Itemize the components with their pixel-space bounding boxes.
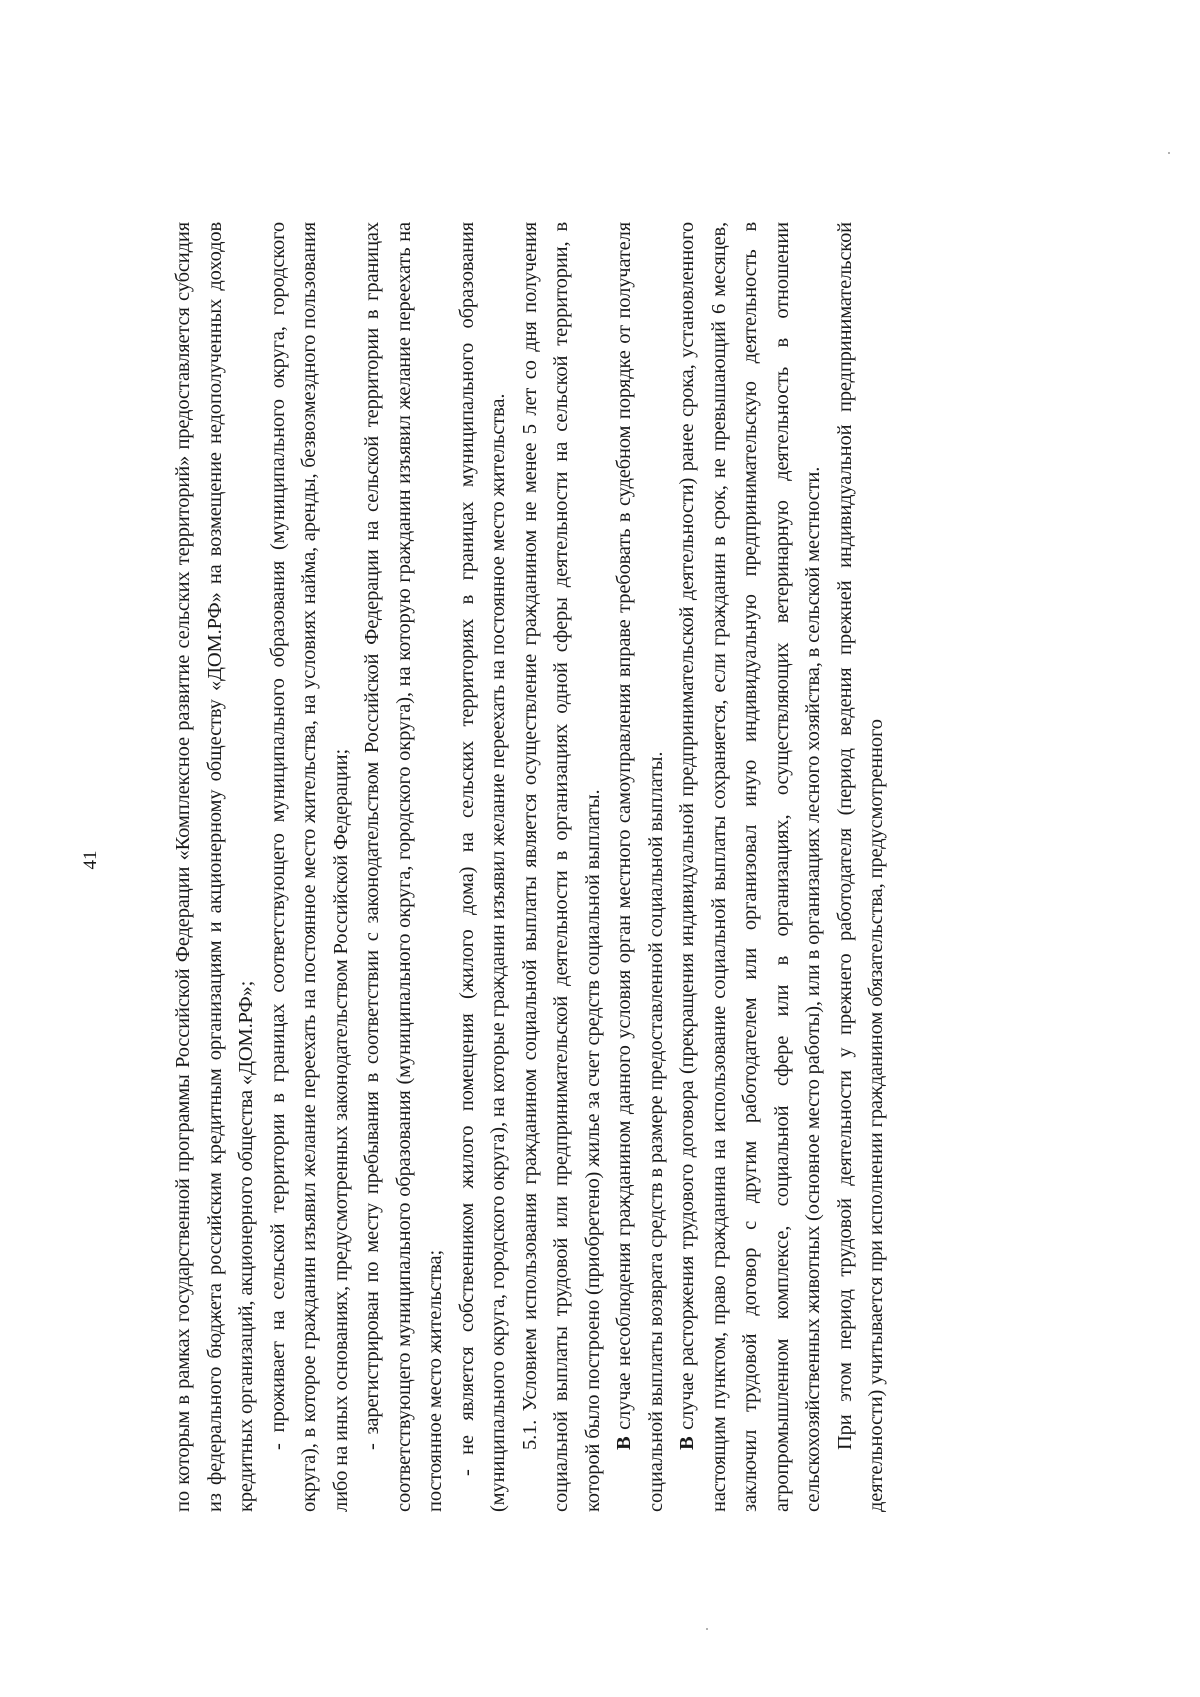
paragraph-residence-condition: - проживает на сельской территории в границах соответствующего муниципального образования (муниципального округа, городского округа), в которое гражданин изъявил желание переехать на постоянное место жительства, на условиях найма, аренды, безвозмездного пользования либо на иных основаниях, предусмотренных законодательством Российской Федерации; <box>266 222 352 1512</box>
paragraph-previous-employment: При этом период трудовой деятельности у прежнего работодателя (период ведения прежней индивидуальной предпринимательской деятельности) учитывается при исполнении гражданином обязательства, предусмотренного <box>833 222 887 1512</box>
paragraph-lead-word: В <box>676 1436 698 1450</box>
paragraph-noncompliance-text: случае несоблюдения гражданином данного условия орган местного самоуправления вправе требовать в судебном порядке от получателя социальной выплаты возврата средств в размере предоставленной социальной выплаты. <box>613 222 667 1512</box>
paragraph-contract-termination-text: случае расторжения трудового договора (прекращения индивидуальной предпринимательской деятельности) ранее срока, установленного настоящим пунктом, право гражданина на использование социальной выплаты сохраняется, если гражданин в срок, не превышающий 6 месяцев, заключил трудовой договор с другим работодателем или организовал иную индивидуальную предпринимательскую деятельность в агропромышленном комплексе, социальной сфере или в организациях, осуществляющих ветеринарную деятельность в отношении сельскохозяйственных животных (основное место работы), или в организациях лесного хозяйства, в сельской местности. <box>676 222 824 1512</box>
paragraph-contract-termination <box>672 222 830 1512</box>
scan-speck <box>1168 152 1170 154</box>
page-number: 41 <box>80 850 101 870</box>
rotated-document-page <box>20 60 1150 1660</box>
paragraph-lead-word: В <box>613 1436 635 1450</box>
paragraph-clause-5-1: 5.1. Условием использования гражданином социальной выплаты является осуществление гражданином не менее 5 лет со дня получения социальной выплаты трудовой или предпринимательской деятельности в организациях одной сферы деятельности на сельской территории, в которой было построено (приобретено) жилье за счет средств социальной выплаты. <box>518 222 604 1512</box>
paragraph-registration-condition: - зарегистрирован по месту пребывания в соответствии с законодательством Российской Федерации на сельской территории в границах соответствующего муниципального образования (муниципального округа, городского округа), на которую гражданин изъявил желание переехать на постоянное место жительства; <box>361 222 446 1512</box>
paragraph-noncompliance <box>609 222 672 1512</box>
scan-speck <box>706 1628 708 1630</box>
document-body <box>168 222 893 1512</box>
paragraph-subsidy-continuation: по которым в рамках государственной программы Российской Федерации «Комплексное развитие сельских территорий» предоставляется субсидия из федерального бюджета российским кредитным организациям и акционерному обществу «ДОМ.РФ» на возмещение недополученных доходов кредитных организаций, акционерного общества «ДОМ.РФ»; <box>172 222 257 1512</box>
paragraph-ownership-condition: - не является собственником жилого помещения (жилого дома) на сельских территориях в границах муниципального образования (муниципального округа, городского округа), на которые гражданин изъявил желание переехать на постоянное место жительства. <box>455 222 509 1512</box>
